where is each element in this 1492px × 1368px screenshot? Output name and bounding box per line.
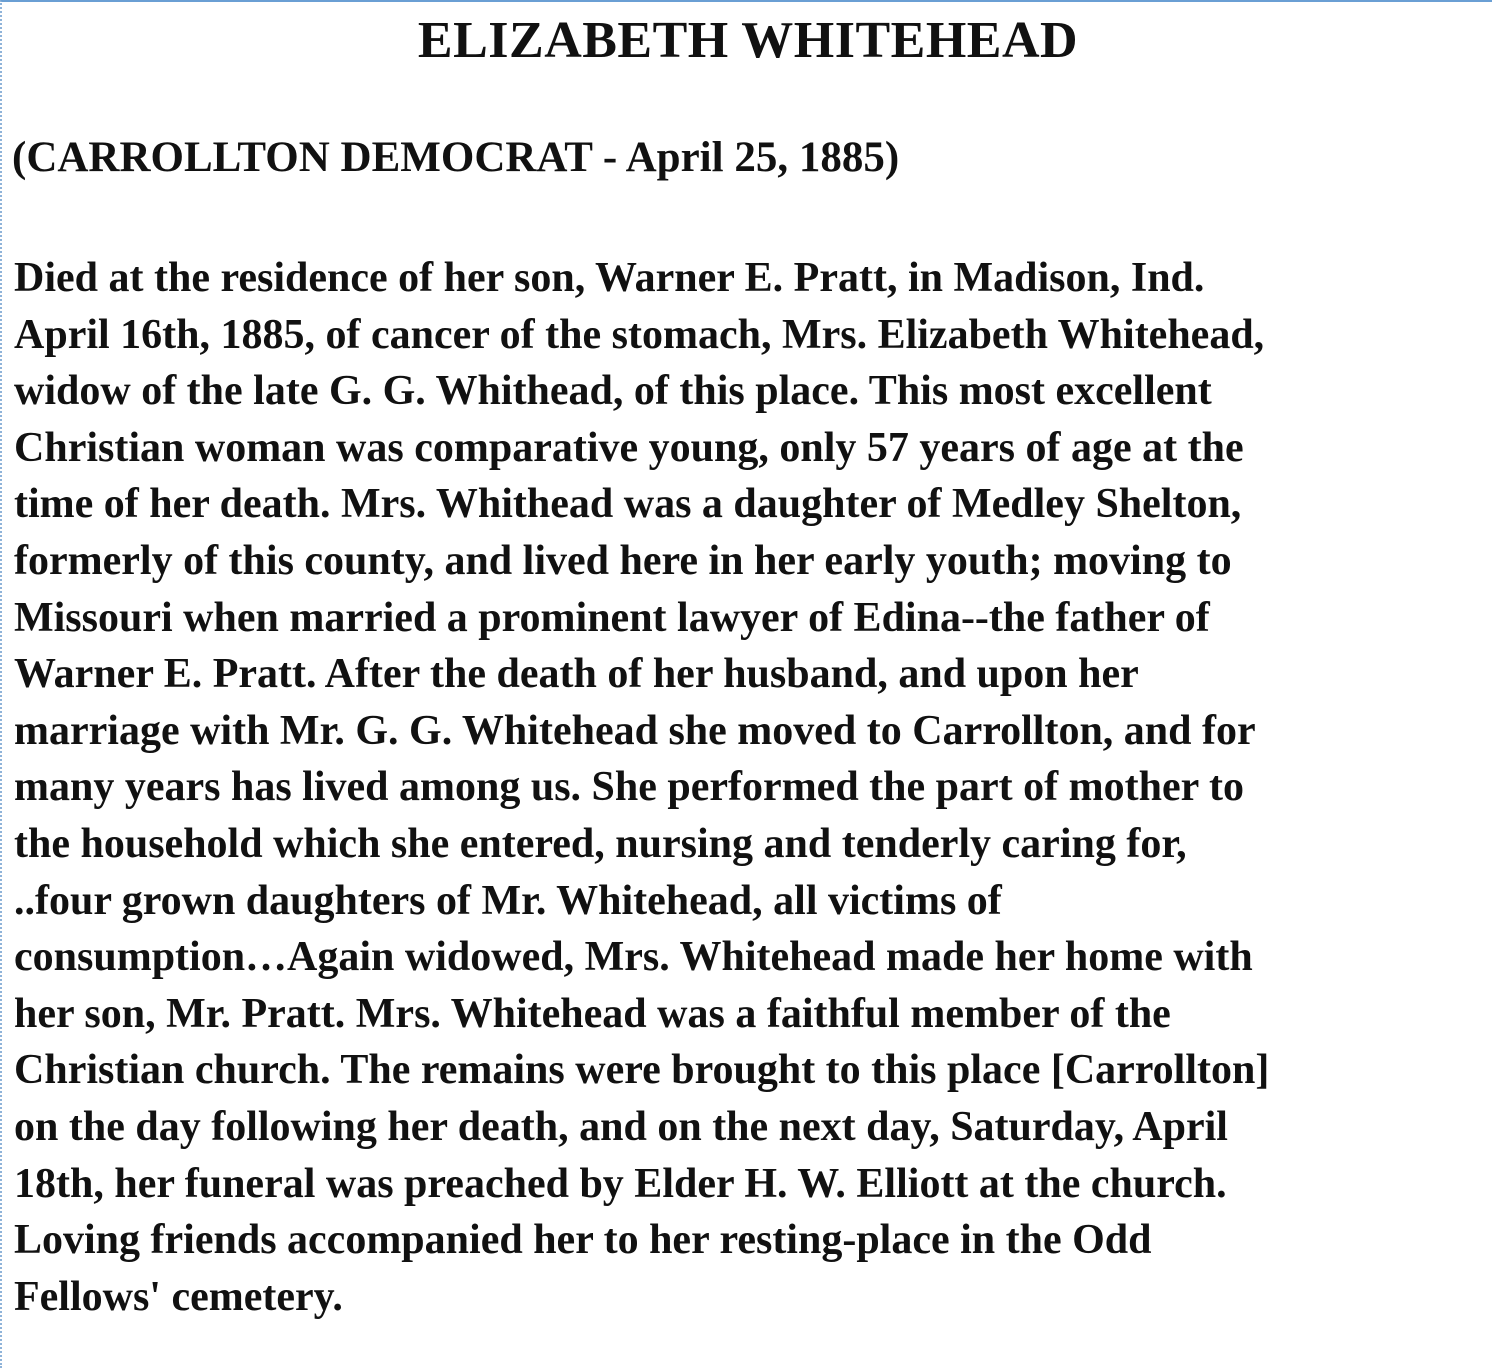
- body-line: her son, Mr. Pratt. Mrs. Whitehead was a faithful member of the: [14, 990, 1171, 1037]
- body-line: Loving friends accompanied her to her resting-place in the Odd: [14, 1217, 1152, 1264]
- body-line: formerly of this county, and lived here in her early youth; moving to: [14, 537, 1232, 584]
- body-line: Warner E. Pratt. After the death of her husband, and upon her: [14, 651, 1139, 698]
- body-line: Christian church. The remains were brought to this place [Carrollton]: [14, 1047, 1270, 1094]
- body-line: on the day following her death, and on the next day, Saturday, April: [14, 1103, 1228, 1150]
- body-line: the household which she entered, nursing and tenderly caring for,: [14, 820, 1187, 867]
- body-line: Missouri when married a prominent lawyer of Edina--the father of: [14, 594, 1210, 641]
- body-line: time of her death. Mrs. Whithead was a daughter of Medley Shelton,: [14, 481, 1242, 528]
- body-line: marriage with Mr. G. G. Whitehead she moved to Carrollton, and for: [14, 707, 1256, 754]
- body-line: consumption…Again widowed, Mrs. Whitehead made her home with: [14, 934, 1253, 981]
- body-line: many years has lived among us. She performed the part of mother to: [14, 764, 1244, 811]
- body-line: 18th, her funeral was preached by Elder H. W. Elliott at the church.: [14, 1160, 1227, 1207]
- body-line: Fellows' cemetery.: [14, 1273, 343, 1320]
- body-line: widow of the late G. G. Whithead, of this place. This most excellent: [14, 368, 1212, 415]
- obituary-title: ELIZABETH WHITEHEAD: [417, 12, 1079, 69]
- body-line: April 16th, 1885, of cancer of the stomach, Mrs. Elizabeth Whitehead,: [14, 311, 1265, 358]
- body-line: Christian woman was comparative young, only 57 years of age at the: [14, 424, 1244, 471]
- body-line: ..four grown daughters of Mr. Whitehead, all victims of: [14, 877, 1002, 924]
- body-line: Died at the residence of her son, Warner E. Pratt, in Madison, Ind.: [14, 255, 1205, 301]
- obituary-body: [14, 250, 1492, 1325]
- newspaper-source: (CARROLLTON DEMOCRAT - April 25, 1885): [12, 134, 900, 181]
